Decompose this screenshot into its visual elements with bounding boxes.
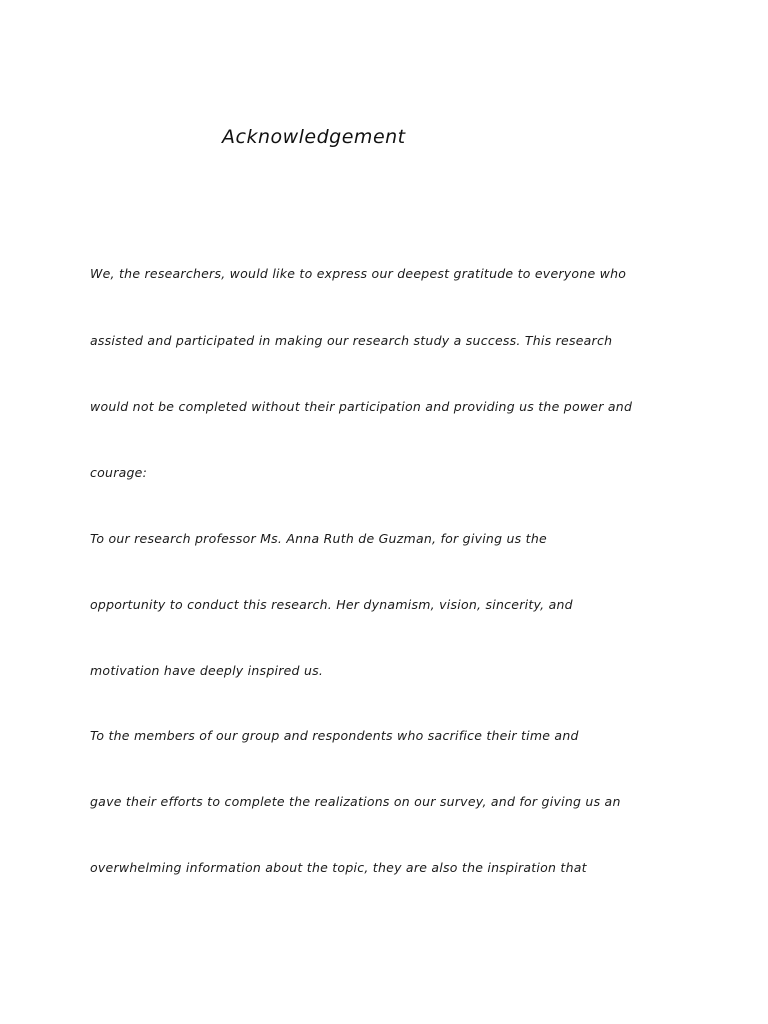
body-line: assisted and participated in making our research study a success. This research: [90, 333, 613, 348]
body-line: would not be completed without their participation and providing us the power and: [90, 399, 633, 414]
body-line: opportunity to conduct this research. Her dynamism, vision, sincerity, and: [90, 597, 573, 612]
body-line: To our research professor Ms. Anna Ruth de Guzman, for giving us the: [90, 531, 547, 546]
body-line: motivation have deeply inspired us.: [90, 663, 324, 678]
body-line: overwhelming information about the topic, they are also the inspiration that: [90, 860, 587, 875]
body-line: We, the researchers, would like to express our deepest gratitude to everyone who: [90, 266, 627, 281]
body-line: To the members of our group and respondents who sacrifice their time and: [90, 728, 579, 743]
body-line: gave their efforts to complete the realizations on our survey, and for giving us an: [90, 794, 621, 809]
body-line: courage:: [90, 465, 148, 480]
page-title: Acknowledgement: [222, 126, 406, 148]
